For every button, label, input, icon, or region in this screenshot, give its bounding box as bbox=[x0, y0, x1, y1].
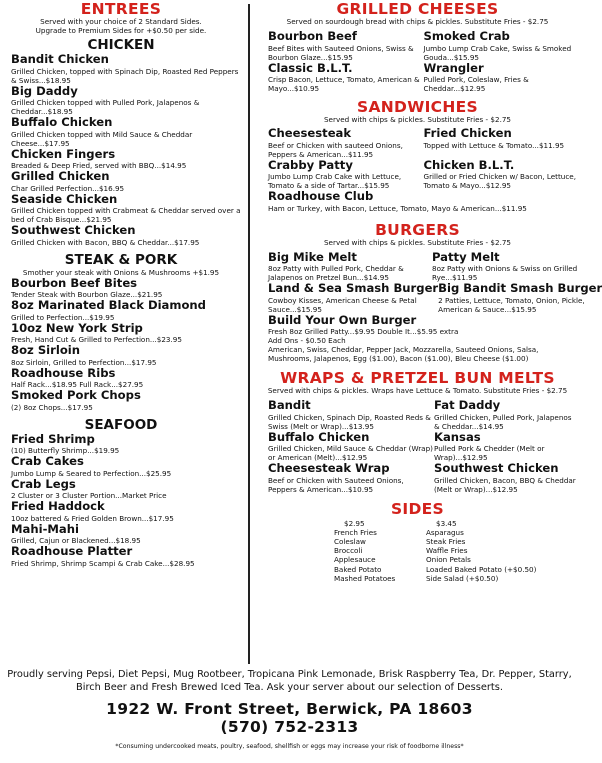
item-desc: Grilled to Perfection...$19.95 bbox=[11, 312, 115, 322]
beverages-text: Proudly serving Pepsi, Diet Pepsi, Mug Rootbeer, Tropicana Pink Lemonade, Brisk Raspberry Tea, Dr. Pepper, Starry, Birch Beer and Fresh Brewed Iced Tea. Ask your server about our selection of Desserts. bbox=[7, 669, 572, 693]
item-desc: 8oz Patty with Pulled Pork, Cheddar & Jalapenos on Pretzel Bun...$14.95 bbox=[268, 264, 404, 282]
list-item bbox=[268, 62, 424, 94]
item-desc: 8oz Sirloin, Grilled to Perfection...$17.95 bbox=[11, 357, 157, 367]
list-item bbox=[11, 367, 242, 390]
list-item bbox=[11, 224, 242, 247]
list-item: Asparagus bbox=[426, 527, 464, 537]
item-row bbox=[268, 251, 579, 283]
phone-number: (570) 752-2313 bbox=[220, 718, 359, 736]
item-name: Crabby Patty bbox=[268, 157, 353, 172]
item-name: Big Mike Melt bbox=[268, 249, 357, 264]
item-desc: Grilled Chicken topped with Pulled Pork, Jalapenos & Cheddar...$18.95 bbox=[11, 98, 200, 116]
item-desc: Beef or Chicken with sauteed Onions, Peppers & American...$11.95 bbox=[268, 140, 403, 159]
item-name: Crab Cakes bbox=[11, 454, 84, 468]
grilled-cheeses-subtitle: Served on sourdough bread with chips & pickles. Substitute Fries - $2.75 bbox=[286, 17, 549, 26]
list-item bbox=[268, 190, 579, 213]
item-name: Seaside Chicken bbox=[11, 191, 118, 206]
grilled-cheeses-list bbox=[256, 30, 579, 93]
burgers-list bbox=[256, 249, 602, 364]
item-row bbox=[268, 127, 579, 159]
entrees-column bbox=[0, 0, 242, 568]
list-item bbox=[434, 431, 579, 463]
list-item bbox=[268, 314, 579, 364]
item-desc: Jumbo Lump & Seared to Perfection...$25.95 bbox=[11, 468, 172, 478]
standard-sides bbox=[334, 519, 426, 583]
item-row bbox=[268, 399, 579, 431]
item-desc: Grilled Chicken, Pulled Pork, Jalapenos & Cheddar...$14.95 bbox=[434, 412, 572, 431]
item-name: Smoked Pork Chops bbox=[11, 388, 141, 402]
item-desc: Fried Shrimp, Shrimp Scampi & Crab Cake...$28.95 bbox=[11, 558, 195, 568]
item-name: Buffalo Chicken bbox=[268, 429, 370, 444]
seafood-list bbox=[0, 433, 242, 568]
item-desc: Beef Bites with Sauteed Onions, Swiss & Bourbon Glaze...$15.95 bbox=[268, 43, 414, 62]
item-desc: Pulled Pork, Coleslaw, Fries & Cheddar...$12.95 bbox=[423, 75, 529, 93]
burgers-subtitle: Served with chips & pickles. Substitute Fries - $2.75 bbox=[324, 237, 511, 247]
list-item bbox=[11, 277, 242, 300]
item-name: Fried Chicken bbox=[423, 126, 512, 140]
item-row bbox=[268, 281, 602, 314]
item-name: Bandit bbox=[268, 398, 311, 412]
item-desc: Beef or Chicken with Sauteed Onions, Peppers & American...$10.95 bbox=[268, 475, 404, 494]
item-desc: Grilled Chicken with Bacon, BBQ & Cheddar...$17.95 bbox=[11, 237, 200, 247]
list-item bbox=[424, 127, 580, 159]
list-item bbox=[424, 30, 580, 62]
item-row bbox=[268, 462, 579, 494]
item-name: Cheesesteak Wrap bbox=[268, 461, 390, 475]
list-item bbox=[268, 462, 434, 494]
steak-pork-list bbox=[0, 277, 242, 412]
grilled-cheeses-title: GRILLED CHEESES bbox=[336, 0, 499, 18]
item-desc: Grilled Chicken, Bacon, BBQ & Cheddar (Melt or Wrap)...$12.95 bbox=[434, 475, 576, 494]
address: 1922 W. Front Street, Berwick, PA 18603 bbox=[106, 700, 473, 718]
list-item: Steak Fries bbox=[426, 536, 466, 546]
list-item bbox=[11, 53, 242, 85]
item-name: Chicken Fingers bbox=[11, 146, 116, 161]
item-name: Bourbon Beef Bites bbox=[11, 275, 138, 290]
item-desc: Jumbo Lump Crab Cake with Lettuce, Tomato & a side of Tartar...$15.95 bbox=[268, 172, 402, 190]
item-row bbox=[268, 62, 579, 94]
item-desc: Grilled Chicken, Spinach Dip, Roasted Reds & Swiss (Melt or Wrap)...$13.95 bbox=[268, 412, 431, 431]
list-item: Baked Potato bbox=[334, 564, 382, 574]
entrees-subtitle: Served with your choice of 2 Standard Sides. Upgrade to Premium Sides for +$0.50 per side. bbox=[35, 17, 207, 35]
item-name: Chicken B.L.T. bbox=[423, 157, 515, 172]
item-name: Fat Daddy bbox=[434, 398, 501, 412]
item-name: Fried Haddock bbox=[11, 499, 105, 513]
list-item bbox=[11, 545, 242, 568]
item-desc: American, Swiss, Cheddar, Pepper Jack, Mozzarella, Sauteed Onions, Salsa, Mushrooms, Jalapenos, Egg ($1.00), Bacon ($1.00), Bleu Cheese ($1.00) bbox=[268, 345, 539, 363]
item-name: Land & Sea Smash Burger bbox=[268, 281, 439, 295]
item-row bbox=[268, 159, 579, 191]
foodborne-disclaimer: *Consuming undercooked meats, poultry, seafood, shellfish or eggs may increase your risk of foodborne illness* bbox=[115, 743, 464, 750]
list-item: Waffle Fries bbox=[426, 546, 468, 556]
steak-pork-subtitle: Smother your steak with Onions & Mushrooms +$1.95 bbox=[22, 267, 220, 277]
item-desc: Pulled Pork & Chedder (Melt or Wrap)...$12.95 bbox=[434, 444, 545, 462]
sandwiches-list bbox=[256, 127, 579, 213]
item-name: Kansas bbox=[434, 429, 481, 444]
item-name: Southwest Chicken bbox=[434, 461, 559, 475]
item-name: 8oz Marinated Black Diamond bbox=[11, 298, 206, 312]
item-name: Bourbon Beef bbox=[268, 29, 357, 43]
item-desc: 2 Patties, Lettuce, Tomato, Onion, Pickle, American & Sauce...$15.95 bbox=[438, 295, 585, 314]
steak-pork-title: STEAK & PORK bbox=[64, 251, 178, 268]
item-desc: Fresh 8oz Grilled Patty...$9.95 Double It...$5.95 extra bbox=[268, 327, 459, 336]
item-name: Mahi-Mahi bbox=[11, 521, 79, 536]
list-item bbox=[11, 322, 242, 345]
sides-list bbox=[334, 519, 579, 583]
item-desc: Cowboy Kisses, American Cheese & Petal Sauce...$15.95 bbox=[268, 295, 417, 314]
item-name: Buffalo Chicken bbox=[11, 115, 113, 129]
item-desc: Crisp Bacon, Lettuce, Tomato, American & Mayo...$10.95 bbox=[268, 75, 420, 93]
item-desc: Tender Steak with Bourbon Glaze...$21.95 bbox=[11, 290, 163, 299]
item-desc: Char Grilled Perfection...$16.95 bbox=[11, 183, 125, 193]
item-name: Fried Shrimp bbox=[11, 431, 95, 446]
item-desc: (2) 8oz Chops...$17.95 bbox=[11, 402, 93, 412]
standard-sides-price: $2.95 bbox=[344, 518, 365, 528]
list-item bbox=[11, 148, 242, 171]
list-item bbox=[424, 159, 580, 191]
item-desc: Half Rack...$18.95 Full Rack...$27.95 bbox=[11, 380, 144, 389]
item-desc: Grilled Chicken topped with Mild Sauce & Cheddar Cheese...$17.95 bbox=[11, 129, 193, 148]
item-row bbox=[268, 431, 579, 463]
item-name: Patty Melt bbox=[432, 249, 500, 264]
item-name: Wrangler bbox=[423, 60, 484, 75]
wraps-title: WRAPS & PRETZEL BUN MELTS bbox=[280, 369, 555, 387]
column-divider bbox=[248, 4, 250, 664]
premium-sides bbox=[426, 519, 536, 583]
list-item: Mashed Potatoes bbox=[334, 573, 396, 583]
item-desc: Grilled Chicken, Mild Sauce & Cheddar (Wrap) or American (Melt)...$12.95 bbox=[268, 444, 433, 462]
item-name: Roadhouse Club bbox=[268, 189, 374, 203]
list-item bbox=[268, 159, 424, 191]
item-desc: Jumbo Lump Crab Cake, Swiss & Smoked Gouda...$15.95 bbox=[423, 43, 572, 62]
item-desc: Ham or Turkey, with Bacon, Lettuce, Tomato, Mayo & American...$11.95 bbox=[268, 203, 527, 213]
list-item bbox=[11, 433, 242, 456]
list-item bbox=[11, 478, 242, 501]
item-row bbox=[268, 30, 579, 62]
sandwiches-subtitle: Served with chips & pickles. Substitute Fries - $2.75 bbox=[324, 115, 511, 124]
burgers-title: BURGERS bbox=[375, 220, 460, 239]
item-desc: Add Ons - $0.50 Each bbox=[268, 336, 346, 345]
list-item bbox=[11, 299, 242, 322]
sandwiches-title: SANDWICHES bbox=[357, 98, 478, 116]
list-item bbox=[11, 389, 242, 412]
item-name: Grilled Chicken bbox=[11, 169, 110, 183]
item-name: Roadhouse Ribs bbox=[11, 365, 116, 380]
seafood-title: SEAFOOD bbox=[84, 416, 158, 433]
item-desc: Topped with Lettuce & Tomato...$11.95 bbox=[423, 140, 565, 150]
list-item: Onion Petals bbox=[426, 555, 471, 565]
item-name: Big Daddy bbox=[11, 83, 78, 98]
premium-sides-price: $3.45 bbox=[436, 518, 457, 528]
wraps-list bbox=[256, 399, 579, 494]
list-item: Loaded Baked Potato (+$0.50) bbox=[426, 564, 537, 574]
item-name: Southwest Chicken bbox=[11, 223, 136, 237]
list-item: Applesauce bbox=[334, 555, 376, 565]
list-item bbox=[268, 127, 424, 159]
item-desc: Grilled Chicken topped with Crabmeat & Cheddar served over a bed of Crab Bisque...$21.95 bbox=[11, 206, 241, 224]
list-item bbox=[434, 462, 579, 494]
item-desc: Grilled or Fried Chicken w/ Bacon, Lettuce, Tomato & Mayo...$12.95 bbox=[423, 172, 576, 190]
list-item bbox=[11, 455, 242, 478]
list-item bbox=[11, 170, 242, 193]
chicken-list bbox=[0, 53, 242, 247]
item-desc: Grilled Chicken, topped with Spinach Dip, Roasted Red Peppers & Swiss...$18.95 bbox=[11, 66, 239, 85]
list-item bbox=[11, 344, 242, 367]
item-desc: 2 Cluster or 3 Cluster Portion...Market Price bbox=[11, 491, 167, 500]
list-item bbox=[11, 193, 242, 225]
list-item bbox=[268, 251, 432, 283]
wraps-subtitle: Served with chips & pickles. Wraps have Lettuce & Tomato. Substitute Fries - $2.75 bbox=[267, 386, 568, 395]
item-name: Smoked Crab bbox=[423, 29, 510, 43]
chicken-title: CHICKEN bbox=[87, 37, 155, 53]
footer bbox=[0, 668, 579, 750]
item-desc: Breaded & Deep Fried, served with BBQ...$14.95 bbox=[11, 161, 187, 170]
item-desc: Grilled, Cajun or Blackened...$18.95 bbox=[11, 536, 141, 545]
item-name: Roadhouse Platter bbox=[11, 544, 133, 558]
list-item: Broccoli bbox=[334, 546, 363, 556]
list-item bbox=[11, 500, 242, 523]
item-name: 10oz New York Strip bbox=[11, 320, 143, 335]
item-desc: 8oz Patty with Onions & Swiss on Grilled Rye...$11.95 bbox=[432, 264, 578, 282]
sides-title: SIDES bbox=[390, 499, 445, 518]
item-name: Build Your Own Burger bbox=[268, 312, 417, 327]
entrees-title: ENTREES bbox=[80, 0, 162, 18]
item-name: Big Bandit Smash Burger bbox=[438, 281, 602, 295]
list-item: French Fries bbox=[334, 527, 377, 537]
list-item: Coleslaw bbox=[334, 536, 366, 546]
item-name: Bandit Chicken bbox=[11, 52, 109, 66]
list-item bbox=[11, 116, 242, 148]
item-name: 8oz Sirloin bbox=[11, 343, 81, 357]
list-item bbox=[434, 399, 579, 431]
list-item bbox=[268, 431, 434, 463]
list-item bbox=[268, 282, 438, 314]
item-name: Crab Legs bbox=[11, 476, 76, 491]
list-item bbox=[438, 282, 602, 314]
right-column bbox=[256, 0, 602, 583]
list-item bbox=[432, 251, 579, 283]
list-item bbox=[268, 399, 434, 431]
item-desc: Fresh, Hand Cut & Grilled to Perfection...$23.95 bbox=[11, 335, 182, 344]
item-name: Cheesesteak bbox=[268, 126, 352, 140]
list-item bbox=[424, 62, 580, 94]
list-item bbox=[11, 85, 242, 117]
list-item bbox=[11, 523, 242, 546]
item-desc: 10oz battered & Fried Golden Brown...$17.95 bbox=[11, 513, 174, 523]
item-desc: (10) Butterfly Shrimp...$19.95 bbox=[11, 446, 120, 455]
list-item bbox=[268, 30, 424, 62]
item-name: Classic B.L.T. bbox=[268, 60, 353, 75]
list-item: Side Salad (+$0.50) bbox=[426, 573, 499, 583]
